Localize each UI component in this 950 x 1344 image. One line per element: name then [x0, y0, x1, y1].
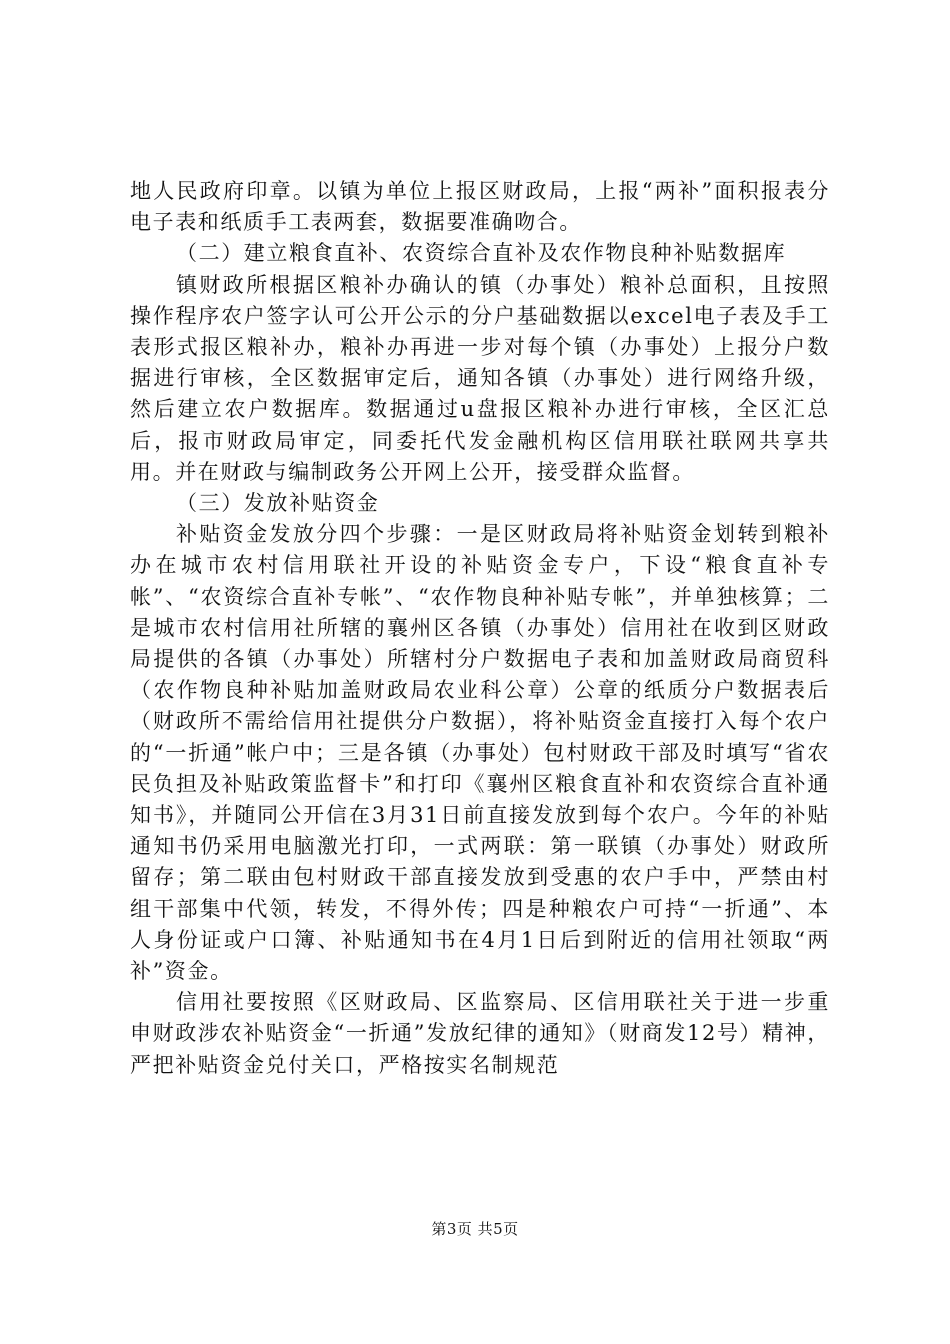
document-body — [130, 176, 830, 1081]
paragraph-credit-union: 信用社要按照《区财政局、区监察局、区信用联社关于进一步重申财政涉农补贴资金“一折通”发放纪律的通知》（财商发12号）精神，严把补贴资金兑付关口，严格按实名制规范 — [130, 990, 830, 1077]
paragraph-continuation: 地人民政府印章。以镇为单位上报区财政局，上报“两补”面积报表分电子表和纸质手工表两套，数据要准确吻合。 — [130, 179, 830, 235]
section-heading-2: （二）建立粮食直补、农资综合直补及农作物良种补贴数据库 — [176, 241, 787, 266]
paragraph-database: 镇财政所根据区粮补办确认的镇（办事处）粮补总面积，且按照操作程序农户签字认可公开公示的分户基础数据以excel电子表及手工表形式报区粮补办，粮补办再进一步对每个镇（办事处）上报分户数据进行审核，全区数据审定后，通知各镇（办事处）进行网络升级，然后建立农户数据库。数据通过u盘报区粮补办进行审核，全区汇总后，报市财政局审定，同委托代发金融机构区信用联社联网共享共用。并在财政与编制政务公开网上公开，接受群众监督。 — [130, 272, 830, 484]
page-footer: 第3页 共5页 — [431, 1220, 519, 1238]
section-heading-3: （三）发放补贴资金 — [176, 491, 380, 516]
paragraph-disbursement-steps: 补贴资金发放分四个步骤：一是区财政局将补贴资金划转到粮补办在城市农村信用联社开设的补贴资金专户，下设“粮食直补专帐”、“农资综合直补专帐”、“农作物良种补贴专帐”，并单独核算；二是城市农村信用社所辖的襄州区各镇（办事处）信用社在收到区财政局提供的各镇（办事处）所辖村分户数据电子表和加盖财政局商贸科（农作物良种补贴加盖财政局农业科公章）公章的纸质分户数据表后（财政所不需给信用社提供分户数据），将补贴资金直接打入每个农户的“一折通”帐户中；三是各镇（办事处）包村财政干部及时填写“省农民负担及补贴政策监督卡”和打印《襄州区粮食直补和农资综合直补通知书》，并随同公开信在3月31日前直接发放到每个农户。今年的补贴通知书仍采用电脑激光打印，一式两联：第一联镇（办事处）财政所留存；第二联由包村财政干部直接发放到受惠的农户手中，严禁由村组干部集中代领，转发，不得外传；四是种粮农户可持“一折通”、本人身份证或户口簿、补贴通知书在4月1日后到附近的信用社领取“两补”资金。 — [130, 522, 830, 984]
